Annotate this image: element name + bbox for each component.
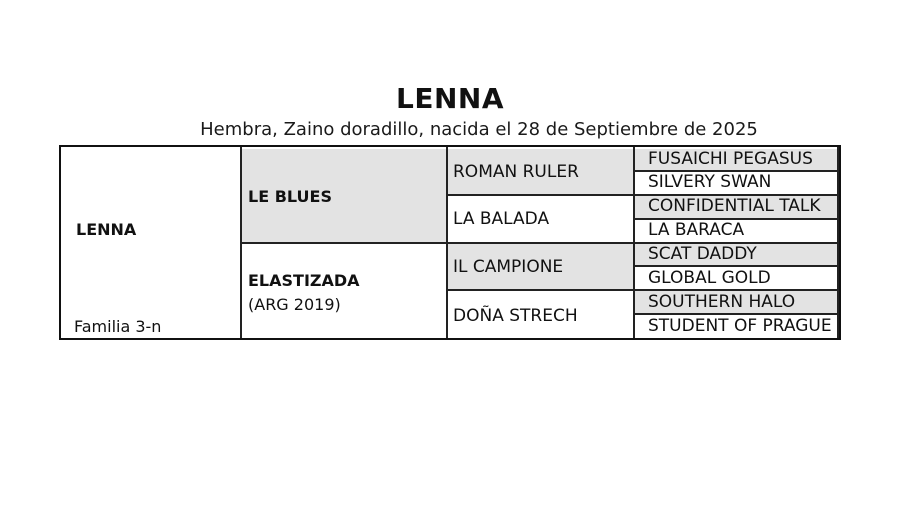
row-divider [635, 265, 839, 267]
family-label: Familia 3-n [74, 317, 162, 336]
grandparent-name: IL CAMPIONE [453, 257, 564, 277]
dam-detail: (ARG 2019) [248, 295, 341, 314]
page-title: LENNA [395, 82, 504, 115]
grandparent-name: LA BALADA [453, 209, 550, 229]
great-grandparent-name: SOUTHERN HALO [648, 292, 796, 312]
great-grandparent-name: SILVERY SWAN [648, 172, 772, 192]
row-divider [635, 313, 839, 315]
grandparent-name: DOÑA STRECH [453, 306, 578, 326]
great-grandparent-name: STUDENT OF PRAGUE [648, 316, 832, 336]
sire-name: LE BLUES [248, 187, 332, 206]
grandparent-name: ROMAN RULER [453, 162, 579, 182]
great-grandparent-name: GLOBAL GOLD [648, 268, 771, 288]
pedigree-table [59, 145, 841, 340]
great-grandparent-name: FUSAICHI PEGASUS [648, 149, 813, 169]
dam-name: ELASTIZADA [248, 271, 360, 290]
horse-description: Hembra, Zaino doradillo, nacida el 28 de Septiembre de 2025 [200, 119, 758, 140]
subject-name: LENNA [76, 220, 137, 239]
great-grandparent-name: SCAT DADDY [648, 244, 757, 264]
great-grandparent-name: LA BARACA [648, 220, 745, 240]
row-divider [448, 289, 839, 291]
great-grandparent-name: CONFIDENTIAL TALK [648, 196, 821, 216]
